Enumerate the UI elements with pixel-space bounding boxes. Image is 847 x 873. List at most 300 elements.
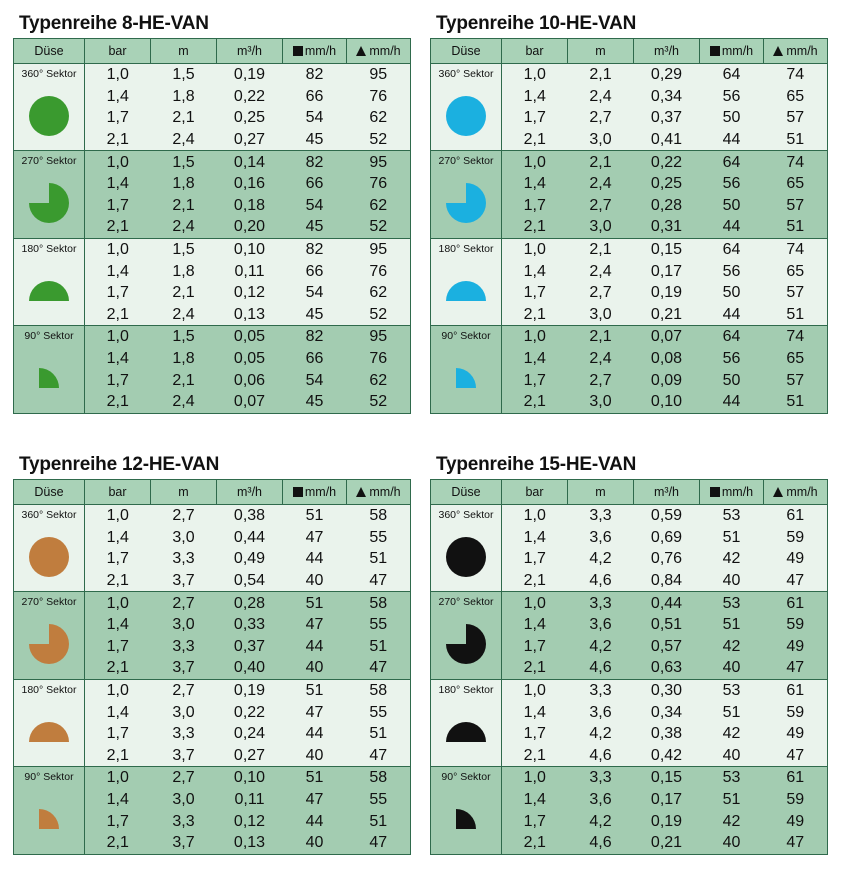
cell-value: 82 — [305, 153, 324, 171]
pressure-bar-cell — [502, 745, 568, 767]
table-header — [14, 480, 411, 505]
cell-value: 3,3 — [589, 769, 612, 787]
pressure-bar-cell — [502, 527, 568, 549]
cell-value: 3,6 — [589, 703, 612, 721]
precip-triangle-cell — [347, 592, 411, 614]
precip-triangle-cell — [764, 238, 828, 260]
radius-m-cell — [151, 701, 217, 723]
cell-value: 59 — [786, 791, 805, 809]
full-circle-sector-icon — [27, 535, 71, 579]
cell-value: 53 — [722, 769, 741, 787]
half-circle-sector-icon — [444, 279, 488, 303]
header-precip-triangle — [764, 480, 828, 505]
cell-value: 61 — [786, 594, 805, 612]
radius-m-cell — [568, 505, 634, 527]
nozzle-cell — [431, 767, 502, 854]
square-spacing-icon — [710, 487, 720, 497]
precip-square-cell — [700, 391, 764, 413]
half-circle-sector-icon — [444, 720, 488, 744]
cell-value: 0,44 — [650, 594, 683, 612]
series-panel — [13, 10, 410, 414]
cell-value: 51 — [369, 637, 388, 655]
flow-m3h-cell — [217, 636, 283, 658]
cell-value: 59 — [786, 616, 805, 634]
cell-value: 0,22 — [233, 87, 266, 105]
precip-triangle-cell — [764, 173, 828, 195]
cell-value: 0,37 — [650, 109, 683, 127]
series-title: Typenreihe 15-HE-VAN — [436, 454, 637, 475]
flow-m3h-cell — [217, 369, 283, 391]
table-row — [14, 592, 411, 614]
precip-triangle-cell — [764, 64, 828, 86]
precip-square-cell — [283, 832, 347, 854]
cell-value: 3,6 — [589, 528, 612, 546]
cell-value: 54 — [305, 371, 324, 389]
cell-value: 4,2 — [589, 637, 612, 655]
radius-m-cell — [151, 195, 217, 217]
cell-value: 74 — [786, 153, 805, 171]
precip-square-cell — [700, 304, 764, 326]
cell-value: 1,4 — [106, 87, 129, 105]
pressure-bar-cell — [85, 151, 151, 173]
header-precip-triangle — [764, 39, 828, 64]
header-pressure-bar — [502, 39, 568, 64]
pressure-bar-cell — [85, 592, 151, 614]
cell-value: 44 — [305, 812, 324, 830]
cell-value: 3,3 — [589, 507, 612, 525]
cell-value: 3,3 — [589, 594, 612, 612]
precip-square-cell — [700, 570, 764, 592]
cell-value: 2,1 — [523, 305, 546, 323]
precip-triangle-cell — [764, 282, 828, 304]
cell-value: 42 — [722, 725, 741, 743]
radius-m-cell — [568, 570, 634, 592]
header-precip-square — [283, 39, 347, 64]
precip-square-cell — [283, 505, 347, 527]
cell-value: 0,19 — [650, 284, 683, 302]
sector-shape — [39, 809, 59, 829]
cell-value: 1,7 — [523, 550, 546, 568]
precip-triangle-cell — [347, 129, 411, 151]
flow-m3h-cell — [217, 151, 283, 173]
cell-value: 0,27 — [233, 131, 266, 149]
cell-value: 0,51 — [650, 616, 683, 634]
cell-value: 51 — [305, 769, 324, 787]
radius-m-cell — [568, 810, 634, 832]
precip-square-cell — [283, 391, 347, 413]
radius-m-cell — [568, 767, 634, 789]
header-label: m³/h — [654, 44, 679, 58]
header-precip-triangle — [347, 39, 411, 64]
cell-value: 0,31 — [650, 218, 683, 236]
cell-value: 0,06 — [233, 371, 266, 389]
cell-value: 1,0 — [523, 241, 546, 259]
radius-m-cell — [151, 64, 217, 86]
sector-shape — [446, 624, 486, 664]
precip-triangle-cell — [764, 348, 828, 370]
precip-triangle-cell — [764, 789, 828, 811]
cell-value: 1,8 — [172, 350, 195, 368]
cell-value: 3,0 — [589, 393, 612, 411]
radius-m-cell — [568, 391, 634, 413]
radius-m-cell — [568, 614, 634, 636]
cell-value: 50 — [722, 109, 741, 127]
precip-triangle-cell — [764, 326, 828, 348]
header-label: mm/h — [786, 485, 818, 499]
cell-value: 74 — [786, 241, 805, 259]
cell-value: 47 — [786, 572, 805, 590]
series-title: Typenreihe 8-HE-VAN — [19, 13, 209, 34]
cell-value: 1,0 — [523, 328, 546, 346]
cell-value: 61 — [786, 507, 805, 525]
sector-shape — [446, 96, 486, 136]
cell-value: 2,7 — [589, 196, 612, 214]
radius-m-cell — [151, 260, 217, 282]
cell-value: 0,25 — [650, 175, 683, 193]
cell-value: 53 — [722, 507, 741, 525]
header-pressure-bar — [85, 39, 151, 64]
nozzle-cell — [14, 592, 85, 679]
sector-shape — [456, 368, 476, 388]
nozzle-cell — [431, 679, 502, 766]
precip-triangle-cell — [764, 86, 828, 108]
pressure-bar-cell — [85, 107, 151, 129]
pressure-bar-cell — [85, 348, 151, 370]
table-header — [431, 39, 828, 64]
cell-value: 51 — [786, 131, 805, 149]
header-label: bar — [525, 485, 544, 499]
pressure-bar-cell — [502, 832, 568, 854]
cell-value: 51 — [722, 703, 741, 721]
cell-value: 0,38 — [650, 725, 683, 743]
cell-value: 0,16 — [233, 175, 266, 193]
cell-value: 0,09 — [650, 371, 683, 389]
cell-value: 76 — [369, 175, 388, 193]
cell-value: 0,29 — [650, 66, 683, 84]
cell-value: 2,7 — [172, 594, 195, 612]
cell-value: 0,15 — [650, 241, 683, 259]
precip-square-cell — [700, 216, 764, 238]
header-precip-square — [283, 480, 347, 505]
three-quarter-sector-icon — [444, 622, 488, 666]
cell-value: 1,4 — [106, 528, 129, 546]
cell-value: 61 — [786, 769, 805, 787]
sector-shape — [446, 281, 486, 301]
cell-value: 54 — [305, 284, 324, 302]
radius-m-cell — [568, 260, 634, 282]
cell-value: 0,14 — [233, 153, 266, 171]
cell-value: 1,4 — [106, 616, 129, 634]
cell-value: 1,7 — [523, 371, 546, 389]
pressure-bar-cell — [85, 260, 151, 282]
cell-value: 57 — [786, 284, 805, 302]
sector-label: 90° Sektor — [441, 330, 491, 343]
precip-square-cell — [700, 614, 764, 636]
cell-value: 74 — [786, 328, 805, 346]
flow-m3h-cell — [217, 810, 283, 832]
radius-m-cell — [151, 129, 217, 151]
precip-triangle-cell — [347, 86, 411, 108]
cell-value: 4,6 — [589, 572, 612, 590]
flow-m3h-cell — [217, 723, 283, 745]
cell-value: 1,4 — [523, 703, 546, 721]
precip-triangle-cell — [764, 614, 828, 636]
precip-square-cell — [283, 195, 347, 217]
sector-group — [14, 679, 411, 766]
sector-label: 360° Sektor — [21, 68, 77, 80]
header-nozzle — [431, 480, 502, 505]
sector-shape — [29, 183, 69, 223]
header-label: m³/h — [237, 485, 262, 499]
precip-triangle-cell — [764, 810, 828, 832]
flow-m3h-cell — [634, 304, 700, 326]
pressure-bar-cell — [502, 614, 568, 636]
table-row — [431, 238, 828, 260]
cell-value: 3,0 — [172, 703, 195, 721]
header-nozzle — [14, 39, 85, 64]
cell-value: 56 — [722, 262, 741, 280]
cell-value: 2,4 — [589, 262, 612, 280]
precip-square-cell — [700, 832, 764, 854]
precip-triangle-cell — [764, 767, 828, 789]
precip-triangle-cell — [347, 679, 411, 701]
cell-value: 1,0 — [523, 594, 546, 612]
cell-value: 0,15 — [650, 769, 683, 787]
table-row — [14, 238, 411, 260]
precip-triangle-cell — [764, 151, 828, 173]
precip-triangle-cell — [347, 723, 411, 745]
cell-value: 1,4 — [106, 703, 129, 721]
nozzle-cell — [431, 151, 502, 238]
cell-value: 0,17 — [650, 262, 683, 280]
cell-value: 0,42 — [650, 746, 683, 764]
cell-value: 1,4 — [106, 791, 129, 809]
series-panel — [430, 10, 827, 414]
radius-m-cell — [568, 832, 634, 854]
cell-value: 53 — [722, 682, 741, 700]
pressure-bar-cell — [85, 369, 151, 391]
precip-square-cell — [283, 701, 347, 723]
pressure-bar-cell — [85, 64, 151, 86]
cell-value: 52 — [369, 218, 388, 236]
pressure-bar-cell — [85, 636, 151, 658]
flow-m3h-cell — [217, 614, 283, 636]
cell-value: 40 — [722, 746, 741, 764]
header-label: bar — [525, 44, 544, 58]
cell-value: 2,1 — [523, 659, 546, 677]
precip-triangle-cell — [764, 391, 828, 413]
precip-square-cell — [700, 505, 764, 527]
pressure-bar-cell — [502, 789, 568, 811]
cell-value: 0,13 — [233, 834, 266, 852]
header-label: Düse — [451, 44, 481, 58]
cell-value: 0,12 — [233, 812, 266, 830]
header-row — [14, 480, 411, 505]
three-quarter-sector-icon — [27, 181, 71, 225]
cell-value: 1,4 — [523, 616, 546, 634]
cell-value: 1,7 — [106, 284, 129, 302]
cell-value: 2,1 — [523, 393, 546, 411]
cell-value: 0,25 — [233, 109, 266, 127]
cell-value: 2,7 — [172, 769, 195, 787]
performance-table — [13, 479, 411, 855]
cell-value: 58 — [369, 682, 388, 700]
cell-value: 40 — [722, 572, 741, 590]
header-row — [431, 480, 828, 505]
three-quarter-sector-icon — [444, 181, 488, 225]
precip-triangle-cell — [347, 64, 411, 86]
precip-triangle-cell — [764, 527, 828, 549]
pressure-bar-cell — [85, 657, 151, 679]
cell-value: 0,44 — [233, 528, 266, 546]
cell-value: 1,0 — [106, 682, 129, 700]
flow-m3h-cell — [634, 745, 700, 767]
cell-value: 1,7 — [523, 196, 546, 214]
cell-value: 47 — [305, 703, 324, 721]
radius-m-cell — [568, 304, 634, 326]
cell-value: 45 — [305, 131, 324, 149]
precip-square-cell — [700, 527, 764, 549]
flow-m3h-cell — [217, 86, 283, 108]
series-panel — [13, 451, 410, 855]
flow-m3h-cell — [217, 701, 283, 723]
precip-square-cell — [700, 789, 764, 811]
flow-m3h-cell — [217, 173, 283, 195]
pressure-bar-cell — [85, 701, 151, 723]
header-label: mm/h — [721, 44, 754, 58]
cell-value: 59 — [786, 703, 805, 721]
precip-triangle-cell — [764, 505, 828, 527]
precip-square-cell — [283, 810, 347, 832]
pressure-bar-cell — [502, 636, 568, 658]
radius-m-cell — [151, 723, 217, 745]
cell-value: 47 — [369, 746, 388, 764]
cell-value: 3,0 — [172, 616, 195, 634]
table-row — [14, 64, 411, 86]
cell-value: 0,34 — [650, 87, 683, 105]
precip-square-cell — [283, 527, 347, 549]
sector-group — [14, 505, 411, 592]
sector-shape — [29, 722, 69, 742]
precip-triangle-cell — [764, 701, 828, 723]
header-pressure-bar — [502, 480, 568, 505]
cell-value: 1,4 — [523, 350, 546, 368]
full-circle-sector-icon — [27, 94, 71, 138]
series-panel — [430, 451, 827, 855]
cell-value: 62 — [369, 284, 388, 302]
radius-m-cell — [151, 745, 217, 767]
cell-value: 57 — [786, 196, 805, 214]
cell-value: 56 — [722, 175, 741, 193]
header-flow-m3h — [634, 480, 700, 505]
precip-square-cell — [700, 326, 764, 348]
cell-value: 58 — [369, 507, 388, 525]
sector-group — [431, 326, 828, 413]
cell-value: 1,4 — [106, 350, 129, 368]
cell-value: 0,30 — [650, 682, 683, 700]
cell-value: 51 — [369, 812, 388, 830]
cell-value: 76 — [369, 350, 388, 368]
cell-value: 4,2 — [589, 812, 612, 830]
flow-m3h-cell — [217, 592, 283, 614]
precip-square-cell — [283, 304, 347, 326]
cell-value: 2,1 — [172, 109, 195, 127]
radius-m-cell — [568, 701, 634, 723]
precip-square-cell — [283, 348, 347, 370]
pressure-bar-cell — [502, 304, 568, 326]
pressure-bar-cell — [502, 238, 568, 260]
cell-value: 2,7 — [172, 682, 195, 700]
cell-value: 1,4 — [106, 262, 129, 280]
cell-value: 4,6 — [589, 834, 612, 852]
cell-value: 2,1 — [106, 131, 129, 149]
radius-m-cell — [568, 64, 634, 86]
sector-label: 270° Sektor — [438, 155, 494, 168]
cell-value: 2,1 — [589, 153, 612, 171]
cell-value: 1,7 — [523, 812, 546, 830]
cell-value: 3,3 — [172, 550, 195, 568]
cell-value: 0,21 — [650, 305, 683, 323]
performance-table — [430, 38, 828, 414]
cell-value: 1,0 — [106, 66, 129, 84]
sector-shape — [29, 96, 69, 136]
sector-label: 270° Sektor — [438, 596, 494, 609]
precip-square-cell — [700, 679, 764, 701]
radius-m-cell — [151, 391, 217, 413]
cell-value: 1,0 — [523, 507, 546, 525]
cell-value: 66 — [305, 262, 324, 280]
cell-value: 54 — [305, 109, 324, 127]
cell-value: 64 — [722, 328, 741, 346]
cell-value: 1,7 — [523, 109, 546, 127]
cell-value: 1,8 — [172, 175, 195, 193]
cell-value: 2,4 — [172, 393, 195, 411]
pressure-bar-cell — [502, 723, 568, 745]
precip-triangle-cell — [347, 216, 411, 238]
cell-value: 47 — [305, 791, 324, 809]
cell-value: 55 — [369, 791, 388, 809]
flow-m3h-cell — [634, 723, 700, 745]
cell-value: 2,1 — [589, 241, 612, 259]
flow-m3h-cell — [634, 789, 700, 811]
sector-group — [14, 326, 411, 413]
table-row — [431, 592, 828, 614]
sector-group — [431, 151, 828, 238]
cell-value: 42 — [722, 812, 741, 830]
radius-m-cell — [151, 789, 217, 811]
cell-value: 1,5 — [172, 153, 195, 171]
pressure-bar-cell — [502, 570, 568, 592]
pressure-bar-cell — [85, 216, 151, 238]
pressure-bar-cell — [85, 527, 151, 549]
quarter-sector-icon — [454, 366, 478, 390]
precip-triangle-cell — [347, 657, 411, 679]
precip-square-cell — [700, 129, 764, 151]
radius-m-cell — [151, 348, 217, 370]
cell-value: 65 — [786, 87, 805, 105]
half-circle-sector-icon — [27, 720, 71, 744]
series-title: Typenreihe 12-HE-VAN — [19, 454, 220, 475]
cell-value: 3,7 — [172, 746, 195, 764]
cell-value: 66 — [305, 87, 324, 105]
cell-value: 2,4 — [172, 131, 195, 149]
cell-value: 58 — [369, 594, 388, 612]
cell-value: 0,40 — [233, 659, 266, 677]
flow-m3h-cell — [217, 216, 283, 238]
cell-value: 44 — [305, 550, 324, 568]
cell-value: 82 — [305, 328, 324, 346]
flow-m3h-cell — [217, 505, 283, 527]
